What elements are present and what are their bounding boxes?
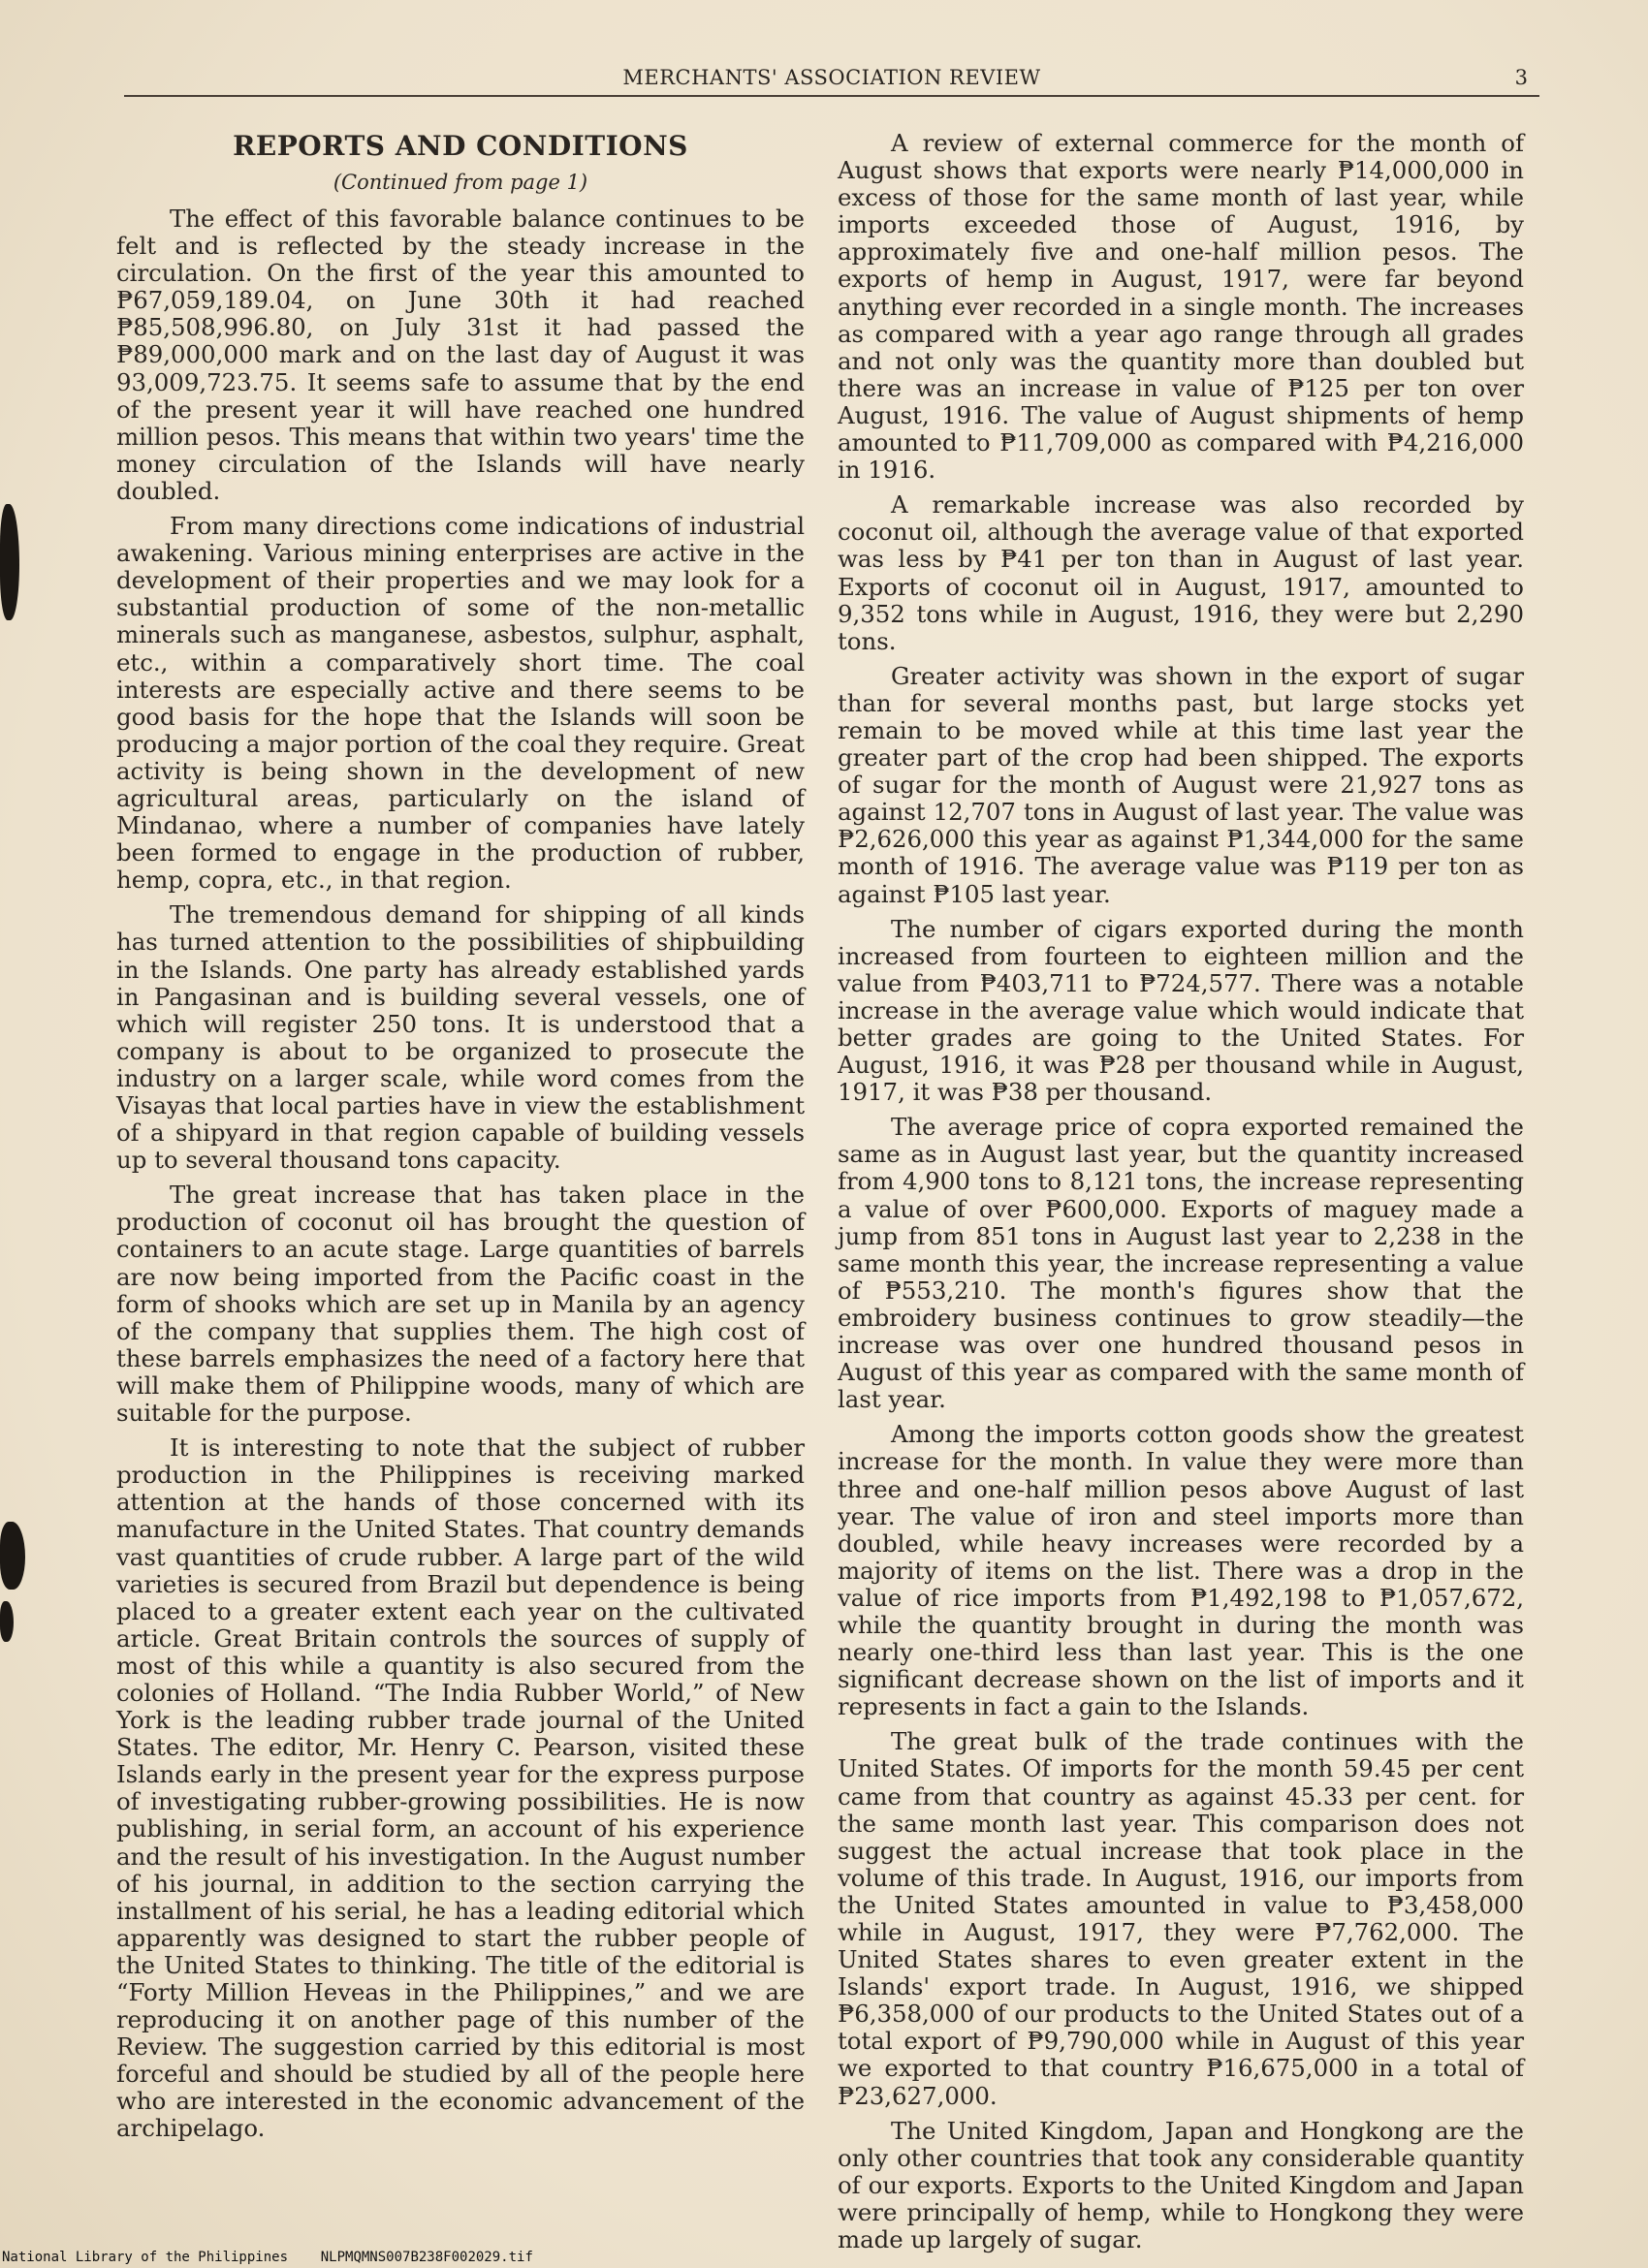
file-identifier: NLPMQMNS007B238F002029.tif [320, 2250, 533, 2265]
paragraph: The great increase that has taken place in the production of coconut oil has brought the question of containers to an acute stage. Large quantities of barrels are now being imported from the Pacific coast in the form of shooks which are set up in Manila by an agency of the company that supplies them. The high cost of these barrels emphasizes the need of a factory here that will make them of Philippine woods, many of which are suitable for the purpose. [116, 1181, 805, 1428]
left-column [116, 130, 805, 2151]
paragraph: The tremendous demand for shipping of all kinds has turned attention to the possibilities of shipbuilding in the Islands. One party has already established yards in Pangasinan and is building several vessels, one of which will register 250 tons. It is understood that a company is about to be organized to prosecute the industry on a larger scale, while word comes from the Visayas that local parties have in view the establishment of a shipyard in that region capable of building vessels up to several thousand tons capacity. [116, 900, 805, 1175]
paragraph: A remarkable increase was also recorded by coconut oil, although the average value of that exported was less by ₱41 per ton than in August of last year. Exports of coconut oil in August, 1917, amounted to 9,352 tons while in August, 1916, they were but 2,290 tons. [838, 490, 1524, 655]
scan-footer [2, 2247, 584, 2268]
ink-blot-mark [0, 1522, 25, 1590]
paragraph: Among the imports cotton goods show the greatest increase for the month. In value they were more than three and one-half million pesos above August of last year. The value of iron and steel imports more than doubled, while heavy increases were recorded by a majority of items on the list. There was a drop in the value of rice imports from ₱1,492,198 to ₱1,057,672, while the quantity brought in during the month was nearly one-third less than last year. This is the one significant decrease shown on the list of imports and it represents in fact a gain to the Islands. [838, 1420, 1524, 1721]
running-header [124, 62, 1539, 97]
right-column [838, 130, 1524, 2261]
paragraph: Greater activity was shown in the export of sugar than for several months past, but large stocks yet remain to be moved while at this time last year the greater part of the crop had been shipped. The exports of sugar for the month of August were 21,927 tons as against 12,707 tons in August of last year. The value was ₱2,626,000 this year as against ₱1,344,000 for the same month of 1916. The average value was ₱119 per ton as against ₱105 last year. [838, 661, 1524, 908]
paragraph: The effect of this favorable balance continues to be felt and is reflected by the steady increase in the circulation. On the first of the year this amounted to ₱67,059,189.04, on June 30th it had reached ₱85,508,996.80, on July 31st it had passed the ₱89,000,000 mark and on the last day of August it was 93,009,723.75. It seems safe to assume that by the end of the present year it will have reached one hundred million pesos. This means that within two years' time the money circulation of the Islands will have nearly doubled. [116, 205, 805, 505]
paragraph: The number of cigars exported during the month increased from fourteen to eighteen million and the value from ₱403,711 to ₱724,577. There was a notable increase in the average value which would indicate that better grades are going to the United States. For August, 1916, it was ₱28 per thousand while in August, 1917, it was ₱38 per thousand. [838, 914, 1524, 1107]
paragraph: A review of external commerce for the month of August shows that exports were nearly ₱14,000,000 in excess of those for the same month of last year, while imports exceeded those of August, 1916, by approximately five and one-half million pesos. The exports of hemp in August, 1917, were far beyond anything ever recorded in a single month. The increases as compared with a year ago range through all grades and not only was the quantity more than doubled but there was an increase in value of ₱125 per ton over August, 1916. The value of August shipments of hemp amounted to ₱11,709,000 as compared with ₱4,216,000 in 1916. [838, 129, 1524, 485]
ink-blot-mark [0, 1601, 14, 1642]
paragraph: The United Kingdom, Japan and Hongkong are the only other countries that took any considerable quantity of our exports. Exports to the United Kingdom and Japan were principally of hemp, while to Hongkong they were made up largely of sugar. [838, 2116, 1524, 2254]
article-headline: REPORTS AND CONDITIONS [233, 130, 688, 162]
paragraph: From many directions come indications of industrial awakening. Various mining enterprises are active in the development of their properties and we may look for a substantial production of some of the non-metallic minerals such as manganese, asbestos, sulphur, asphalt, etc., within a comparatively short time. The coal interests are especially active and there seems to be good basis for the hope that the Islands will soon be producing a major portion of the coal they require. Great activity is being shown in the development of new agricultural areas, particularly on the island of Mindanao, where a number of companies have lately been formed to engage in the production of rubber, hemp, copra, etc., in that region. [116, 512, 805, 895]
paragraph: The average price of copra exported remained the same as in August last year, but the quantity increased from 4,900 tons to 8,121 tons, the increase representing a value of over ₱600,000. Exports of maguey made a jump from 851 tons in August last year to 2,238 in the same month this year, the increase representing a value of ₱553,210. The month's figures show that the embroidery business continues to grow steadily—the increase was over one hundred thousand pesos in August of this year as compared with the same month of last year. [838, 1113, 1524, 1414]
library-credit: National Library of the Philippines [2, 2250, 289, 2265]
paragraph: The great bulk of the trade continues with the United States. Of imports for the month 59.45 per cent came from that country as against 45.33 per cent. for the same month last year. This comparison does not suggest the actual increase that took place in the volume of this trade. In August, 1916, our imports from the United States amounted in value to ₱3,458,000 while in August, 1917, they were ₱7,762,000. The United States shares to even greater extent in the Islands' export trade. In August, 1916, we shipped ₱6,358,000 of our products to the United States out of a total export of ₱9,790,000 while in August of this year we exported to that country ₱16,675,000 in a total of ₱23,627,000. [838, 1727, 1524, 2110]
ink-blot-mark [0, 504, 19, 620]
publication-title: MERCHANTS' ASSOCIATION REVIEW [622, 66, 1041, 89]
continuation-note: (Continued from page 1) [333, 171, 588, 194]
paragraph: It is interesting to note that the subject of rubber production in the Philippines is receiving marked attention at the hands of those concerned with its manufacture in the United States. That country demands vast quantities of crude rubber. A large part of the wild varieties is secured from Brazil but dependence is being placed to a greater extent each year on the cultivated article. Great Britain controls the sources of supply of most of this while a quantity is also secured from the colonies of Holland. “The India Rubber World,” of New York is the leading rubber trade journal of the United States. The editor, Mr. Henry C. Pearson, visited these Islands early in the present year for the express purpose of investigating rubber-growing possibilities. He is now publishing, in serial form, an account of his experience and the result of his investigation. In the August number of his journal, in addition to the section carrying the installment of his serial, he has a leading editorial which apparently was designed to start the rubber people of the United States to thinking. The title of the editorial is “Forty Million Heveas in the Philippines,” and we are reproducing it on another page of this number of the Review. The suggestion carried by this editorial is most forceful and should be studied by all of the people here who are interested in the economic advancement of the archipelago. [116, 1433, 805, 2143]
page-number: 3 [1514, 66, 1528, 89]
